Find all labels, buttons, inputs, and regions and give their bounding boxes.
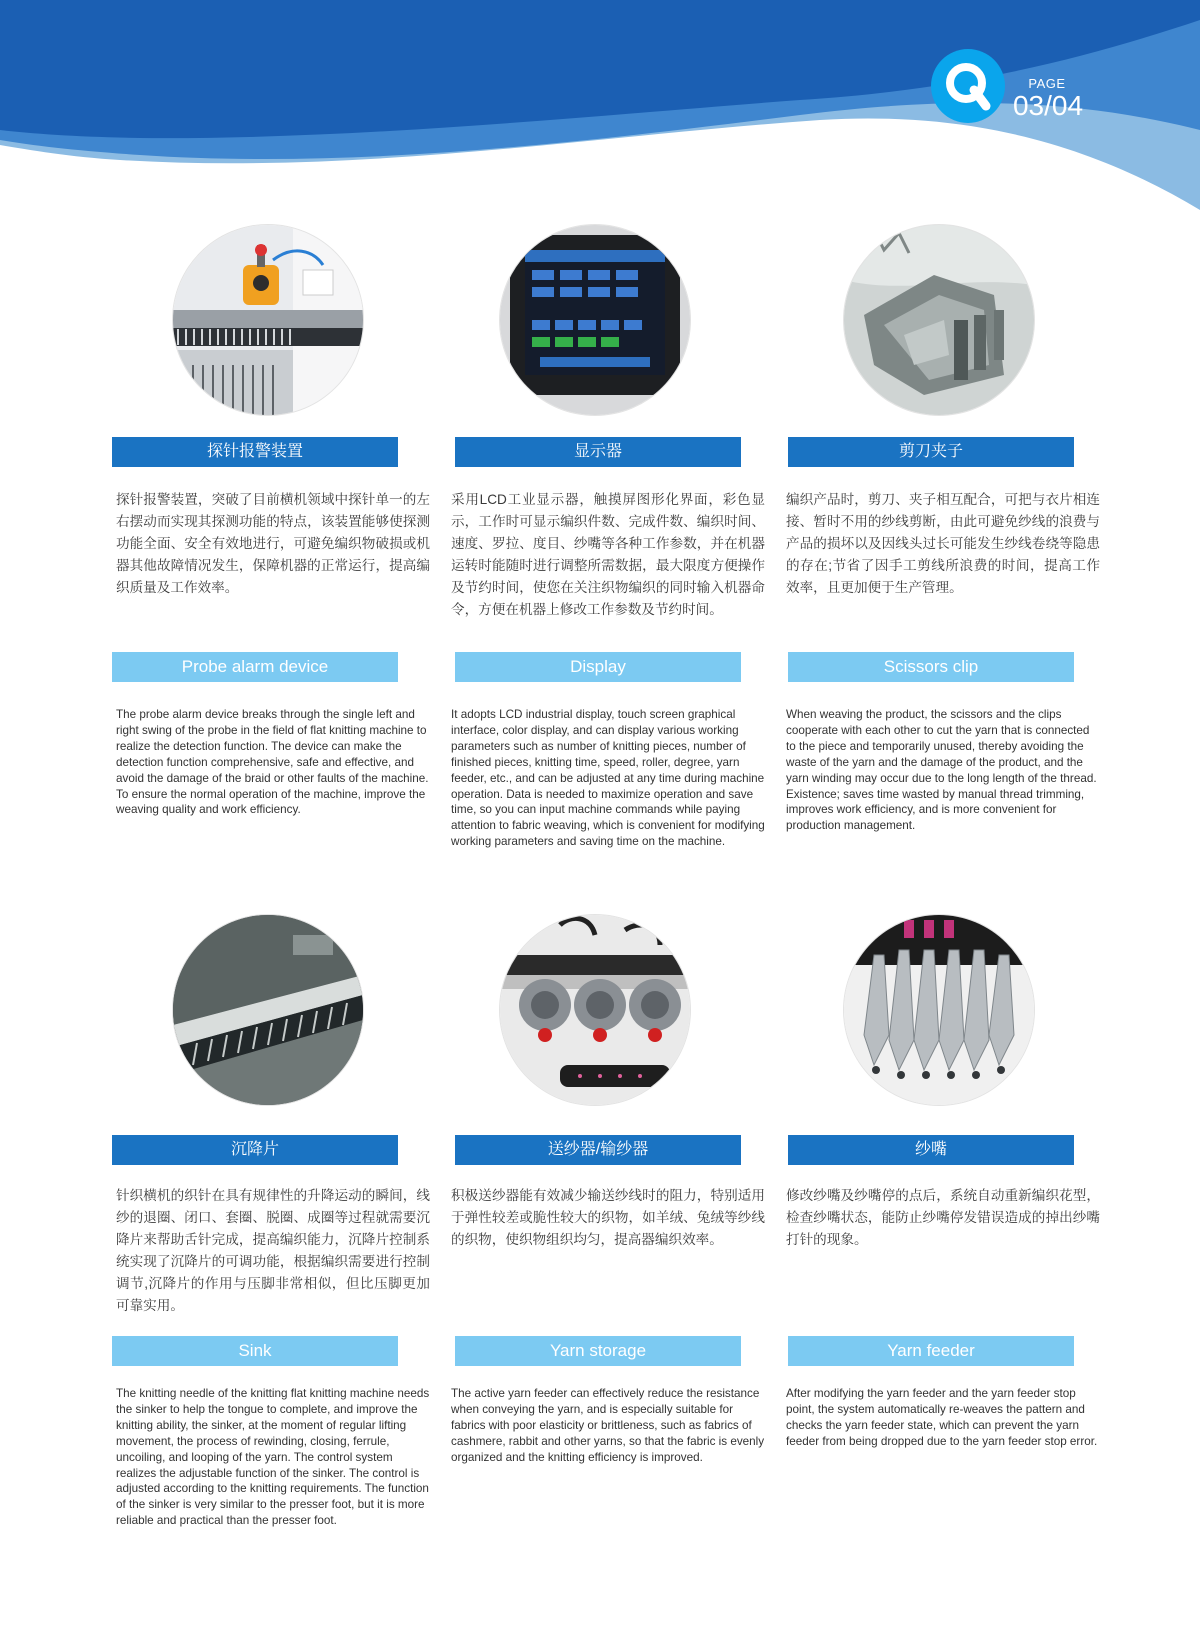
scissors-clip-desc-en: When weaving the product, the scissors and the clips cooperate with each other to cut the yarn that is connected to the piece and temporarily unused, thereby avoiding the waste of the yarn and the damage of the product, and the yarn winding may occur due to the long length of the thread. Existence; saves time wasted by manual thread trimming, improves work efficiency, and is more convenient for production management. <box>786 708 1097 833</box>
brand-logo-icon <box>930 48 1006 124</box>
probe-alarm-title-cn: 探针报警装置 <box>112 437 398 467</box>
sinker-desc-en: The knitting needle of the knitting flat knitting machine needs the sinker to help the tongue to complete, and improve the knitting ability, the sinker, at the moment of regular lifting movement, the process of rewinding, closing, ferrule, uncoiling, and looping of the yarn. The control system realizes the adjustable function of the sinker. The control is adjusted according to the knitting requirements. The function of the sinker is very similar to the presser foot, but it is more reliable and practical than the presser foot. <box>116 1387 430 1528</box>
display-desc-cn: 采用LCD工业显示器，触摸屏图形化界面，彩色显示，工作时可显示编织件数、完成件数、编织时间、速度、罗拉、度目、纱嘴等各种工作参数，并在机器运转时能随时进行调整所需数据，最大限度方便操作及节约时间，使您在关注织物编织的同时输入机器命令，方便在机器上修改工作参数及节约时间。 <box>451 492 765 617</box>
sinker-title-en: Sink <box>112 1336 398 1366</box>
yarn-storage-title-cn: 送纱器/输纱器 <box>455 1135 741 1165</box>
yarn-feeder-desc-en: After modifying the yarn feeder and the yarn feeder stop point, the system automatically re-weaves the pattern and checks the yarn feeder state, which can prevent the yarn feeder from being dropped due to the yarn feeder stop error. <box>786 1387 1098 1448</box>
probe-alarm-desc-en: The probe alarm device breaks through the single left and right swing of the probe in the field of flat knitting machine to realize the detection function. The device can make the detection function comprehensive, safe and effective, and avoid the damage of the braid or other faults of the machine. To ensure the normal operation of the machine, improve the weaving quality and work efficiency. <box>116 708 429 817</box>
sinker-desc-cn: 针织横机的织针在具有规律性的升降运动的瞬间，线纱的退圈、闭口、套圈、脱圈、成圈等过程就需要沉降片来帮助舌针完成，提高编织能力，沉降片控制系统实现了沉降片的可调功能，根据编织需要进行控制调节,沉降片的作用与压脚非常相似，但比压脚更加可靠实用。 <box>116 1188 430 1313</box>
display-title-en: Display <box>455 652 741 682</box>
page-number: 03/04 <box>1012 90 1084 121</box>
yarn-storage-title-en: Yarn storage <box>455 1336 741 1366</box>
scissors-clip-title-en: Scissors clip <box>788 652 1074 682</box>
probe-alarm-title-en: Probe alarm device <box>112 652 398 682</box>
display-title-cn: 显示器 <box>455 437 741 467</box>
yarn-feeder-title-en: Yarn feeder <box>788 1336 1074 1366</box>
yarn-feeder-title-cn: 纱嘴 <box>788 1135 1074 1165</box>
sinker-photo <box>173 915 363 1105</box>
yarn-storage-desc-en: The active yarn feeder can effectively reduce the resistance when conveying the yarn, and is especially suitable for fabrics with poor elasticity or brittleness, such as fabrics of cashmere, rabbit and other yarns, so that the fabric is evenly organized and the knitting efficiency is improved. <box>451 1387 765 1464</box>
sinker-title-cn: 沉降片 <box>112 1135 398 1165</box>
display-photo <box>500 225 690 415</box>
yarn-feeder-photo <box>844 915 1034 1105</box>
page-label: PAGE <box>1028 76 1066 91</box>
probe-alarm-desc-cn: 探针报警装置，突破了目前横机领域中探针单一的左右摆动而实现其探测功能的特点，该装置能够使探测功能全面、安全有效地进行，可避免编织物破损或机器其他故障情况发生，保障机器的正常运行，提高编织质量及工作效率。 <box>116 492 430 595</box>
display-desc-en: It adopts LCD industrial display, touch screen graphical interface, color display, and can display various working parameters such as number of knitting pieces, number of finished pieces, knitting time, speed, roller, degree, yarn feeder, etc., and can be adjusted at any time during machine operation. Data is needed to maximize operation and save time, so you can input machine commands while paying attention to fabric weaving, which is convenient for modifying working parameters and saving time on the machine. <box>451 708 765 849</box>
scissors-clip-desc-cn: 编织产品时，剪刀、夹子相互配合，可把与衣片相连接、暂时不用的纱线剪断，由此可避免纱线的浪费与产品的损坏以及因线头过长可能发生纱线卷绕等隐患的存在;节省了因手工剪线所浪费的时间，提高工作效率，且更加便于生产管理。 <box>786 492 1100 595</box>
yarn-feeder-desc-cn: 修改纱嘴及纱嘴停的点后，系统自动重新编织花型，检查纱嘴状态，能防止纱嘴停发错误造成的掉出纱嘴打针的现象。 <box>786 1188 1100 1247</box>
scissors-clip-title-cn: 剪刀夹子 <box>788 437 1074 467</box>
scissors-clip-photo <box>844 225 1034 415</box>
yarn-storage-photo <box>500 915 690 1105</box>
yarn-storage-desc-cn: 积极送纱器能有效减少输送纱线时的阻力，特别适用于弹性较差或脆性较大的织物，如羊绒、兔绒等纱线的织物，使织物组织均匀，提高器编织效率。 <box>451 1188 765 1247</box>
probe-alarm-photo <box>173 225 363 415</box>
